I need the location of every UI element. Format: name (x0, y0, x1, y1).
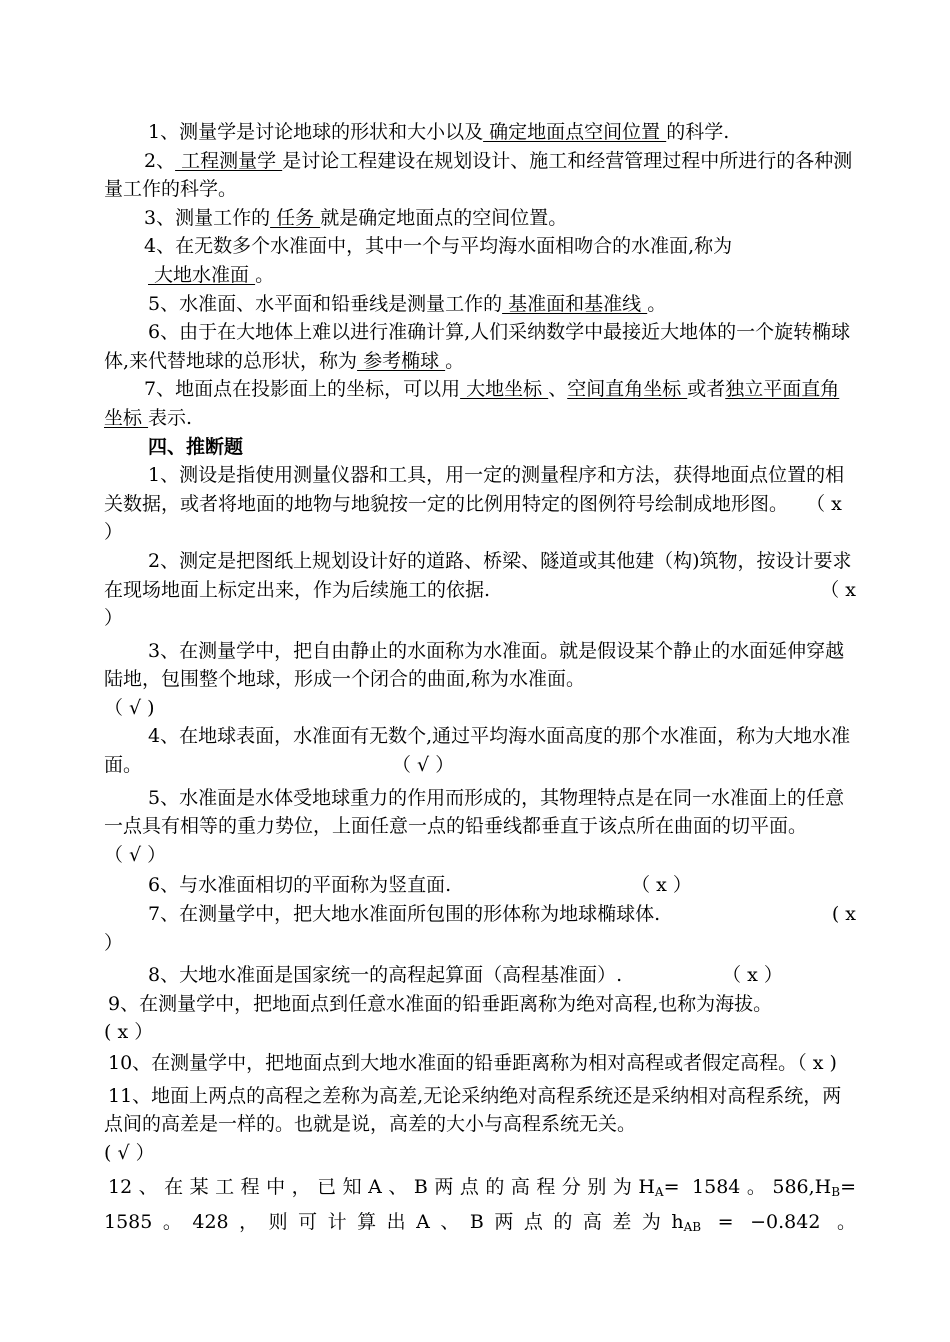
judge-item-5 (104, 784, 856, 870)
fill-item-1 (104, 118, 856, 147)
judge-3-mark: （ √ ) (104, 696, 155, 719)
item-3-text: 3、测量工作的 (144, 206, 271, 229)
judge-10-mark: （ x ) (797, 1052, 837, 1074)
item-7-text: 7、地面点在投影面上的坐标，可以用 (144, 378, 461, 401)
item-6-tail: 。 (445, 349, 465, 372)
judge-12-line-2: 1585。428，则可计算出A、B两点的高差为$h_{AB} = -0.842$ 。 (104, 1210, 856, 1234)
item-6-answer: 参考椭球 (357, 349, 446, 372)
judge-6-text: 6、与水准面相切的平面称为竖直面. (148, 874, 452, 897)
judge-2-mark-open: （ x (820, 578, 856, 601)
judge-5-text: 5、水准面是水体受地球重力的作用而形成的，其物理特点是在同一水准面上的任意一点具有相等的重力势位，上面任意一点的铅垂线都垂直于该点所在曲面的切平面。 (104, 786, 845, 838)
item-5-answer: 基准面和基准线 (502, 292, 648, 315)
item-7-answer-1: 大地坐标 (460, 378, 549, 401)
judge-2-mark-close: ） (104, 607, 124, 630)
item-1-text: 1、测量学是讨论地球的形状和大小以及 (148, 121, 484, 143)
judge-5-mark: （ √ ） (104, 843, 167, 866)
judge-1-text: 1、测设是指使用测量仪器和工具，用一定的测量程序和方法，获得地面点位置的相关数据，或者将地面的地物与地貌按一定的比例用特定的图例符号绘制成地形图。 (104, 464, 845, 515)
judge-9-text: 9、在测量学中，把地面点到任意水准面的铅垂距离称为绝对高程,也称为海拔。 (108, 992, 773, 1015)
document-page (104, 118, 856, 1237)
item-7-answer-2: 空间直角坐标 (567, 378, 688, 401)
judge-item-12 (104, 1173, 856, 1236)
judge-4-mark: （ √ ） (392, 754, 455, 777)
judge-1-mark: （ x ） (104, 492, 842, 544)
judge-item-8 (104, 961, 856, 990)
item-2-num: 2、 (144, 149, 176, 172)
judge-4-text: 4、在地球表面，水准面有无数个,通过平均海水面高度的那个水准面，称为大地水准面。 (104, 725, 851, 777)
judge-8-text: 8、大地水准面是国家统一的高程起算面（高程基准面）. (148, 964, 623, 987)
item-3-tail: 就是确定地面点的空间位置。 (320, 206, 568, 229)
judge-item-2 (104, 547, 856, 633)
fill-item-7 (104, 375, 856, 432)
item-1-tail: 的科学. (666, 121, 730, 143)
judge-3-text: 3、在测量学中，把自由静止的水面称为水准面。就是假设某个静止的水面延伸穿越陆地，包围整个地球，形成一个闭合的曲面,称为水准面。 (104, 639, 845, 691)
item-2-answer: 工程测量学 (175, 149, 283, 172)
judge-9-mark: ( x ） (104, 1021, 154, 1044)
fill-item-5 (104, 290, 856, 319)
item-1-answer: 确定地面点空间位置 (483, 121, 667, 143)
judge-7-mark-close: ） (104, 931, 124, 954)
judge-item-7 (104, 900, 856, 957)
judge-6-mark: （ x ） (631, 874, 692, 897)
item-4-text: 4、在无数多个水准面中，其中一个与平均海水面相吻合的水准面,称为 (144, 235, 733, 258)
judge-12-line-1: 12、在某工程中，已知A、B两点的高程分别为$H_A= 1584$。$586,H_B=$ (108, 1176, 856, 1200)
item-7-answer-3: 独立平面直角坐标 (104, 378, 840, 429)
item-5-text: 5、水准面、水平面和铅垂线是测量工作的 (148, 292, 503, 315)
item-6-text: 6、由于在大地体上难以进行准确计算,人们采纳数学中最接近大地体的一个旋转椭球体,来代替地球的总形状，称为 (104, 321, 851, 372)
fill-item-6 (104, 318, 856, 375)
judge-item-4 (104, 722, 856, 779)
judge-item-11 (104, 1082, 856, 1168)
section-title: 四、推断题 (148, 435, 244, 458)
judge-2-text: 2、测定是把图纸上规划设计好的道路、桥梁、隧道或其他建（构)筑物，按设计要求在现场地面上标定出来，作为后续施工的依据. (104, 549, 852, 601)
item-3-answer: 任务 (270, 206, 321, 229)
item-7-or: 或者 (687, 378, 726, 401)
judge-8-mark: （ x ） (722, 964, 783, 987)
judge-7-text: 7、在测量学中，把大地水准面所包围的形体称为地球椭球体. (148, 903, 661, 926)
judge-item-9 (104, 990, 856, 1047)
judge-item-10 (104, 1049, 856, 1078)
item-5-tail: 。 (647, 292, 667, 315)
judge-item-1 (104, 461, 856, 547)
judge-10-text: 10、在测量学中，把地面点到大地水准面的铅垂距离称为相对高程或者假定高程。 (108, 1052, 798, 1074)
judge-7-mark-open: ( x (831, 903, 856, 926)
judge-item-3 (104, 637, 856, 723)
item-7-sep: 、 (548, 378, 568, 401)
fill-item-4 (104, 232, 856, 289)
fill-item-3 (104, 204, 856, 233)
fill-item-2 (104, 147, 856, 204)
item-7-tail: 表示. (148, 406, 193, 429)
item-2-tail: 是讨论工程建设在规划设计、施工和经营管理过程中所进行的各种测量工作的科学。 (104, 149, 853, 201)
item-4-tail: 。 (255, 263, 275, 286)
judge-11-text: 11、地面上两点的高程之差称为高差,无论采纳绝对高程系统还是采纳相对高程系统，两点间的高差是一样的。也就是说，高差的大小与高程系统无关。 (104, 1084, 842, 1136)
judge-item-6 (104, 871, 856, 900)
item-4-answer: 大地水准面 (148, 263, 256, 286)
judge-11-mark: ( √ ） (104, 1141, 155, 1164)
